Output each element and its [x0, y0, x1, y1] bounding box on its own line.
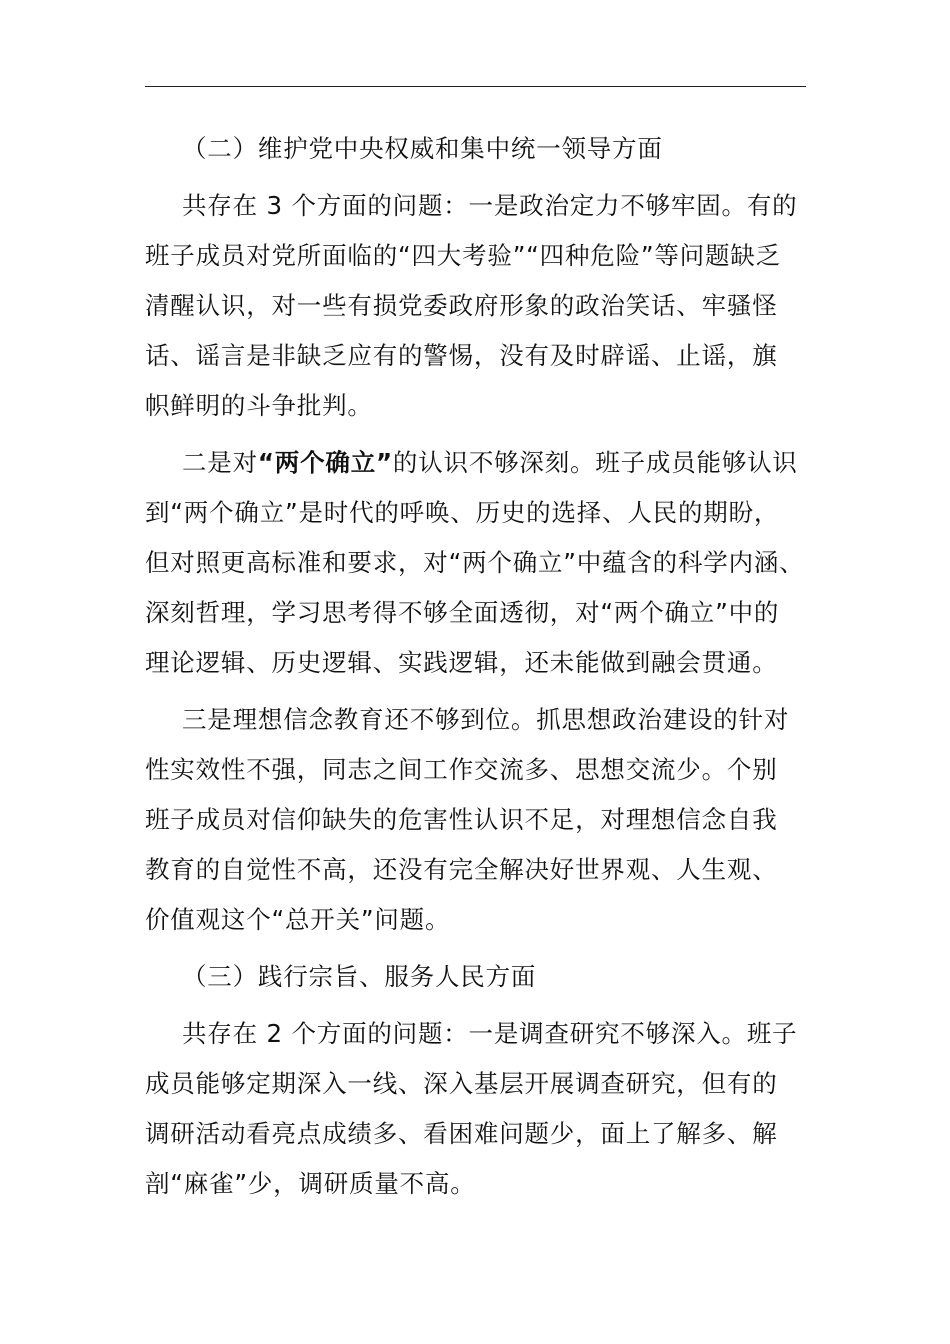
text-line: 话、谣言是非缺乏应有的警惕，没有及时辟谣、止谣，旗: [145, 341, 778, 370]
text-run: 二是对: [182, 448, 258, 477]
text-line: 价值观这个“总开关”问题。: [145, 905, 451, 934]
paragraph-political-stability: [145, 181, 806, 431]
text-run: 的认识不够深刻。班子成员能够认识: [392, 448, 798, 477]
text-line: 帜鲜明的斗争批判。: [145, 391, 373, 420]
text-line: 共存在 2 个方面的问题：一是调查研究不够深入。班子: [182, 1019, 798, 1048]
text-line: 班子成员对党所面临的“四大考验”“四种危险”等问题缺乏: [145, 241, 781, 270]
paragraph-two-establishments: [145, 438, 806, 688]
text-line: 剖“麻雀”少，调研质量不高。: [145, 1169, 476, 1198]
text-line: 到“两个确立”是时代的呼唤、历史的选择、人民的期盼，: [145, 498, 780, 527]
text-line: 清醒认识，对一些有损党委政府形象的政治笑话、牢骚怪: [145, 291, 778, 320]
text-line: 调研活动看亮点成绩多、看困难问题少，面上了解多、解: [145, 1119, 778, 1148]
text-line: 性实效性不强，同志之间工作交流多、思想交流少。个别: [145, 755, 778, 784]
text-line: 共存在 3 个方面的问题：一是政治定力不够牢固。有的: [182, 191, 798, 220]
text-line: 三是理想信念教育还不够到位。抓思想政治建设的针对: [182, 705, 790, 734]
section-heading-3: （三）践行宗旨、服务人民方面: [182, 962, 537, 991]
text-line: 班子成员对信仰缺失的危害性认识不足，对理想信念自我: [145, 805, 778, 834]
document-body: [145, 124, 806, 1216]
text-line: 成员能够定期深入一线、深入基层开展调查研究，但有的: [145, 1069, 778, 1098]
text-line: 理论逻辑、历史逻辑、实践逻辑，还未能做到融会贯通。: [145, 648, 778, 677]
paragraph-research: [145, 1009, 806, 1209]
bold-term: “两个确立”: [257, 448, 393, 477]
section-heading-2: （二）维护党中央权威和集中统一领导方面: [182, 134, 663, 163]
text-line: [145, 438, 806, 488]
paragraph-ideals-education: [145, 695, 806, 945]
header-rule: [145, 86, 806, 87]
text-line: 教育的自觉性不高，还没有完全解决好世界观、人生观、: [145, 855, 778, 884]
text-line: 但对照更高标准和要求，对“两个确立”中蕴含的科学内涵、: [145, 548, 805, 577]
text-line: 深刻哲理，学习思考得不够全面透彻，对“两个确立”中的: [145, 598, 780, 627]
